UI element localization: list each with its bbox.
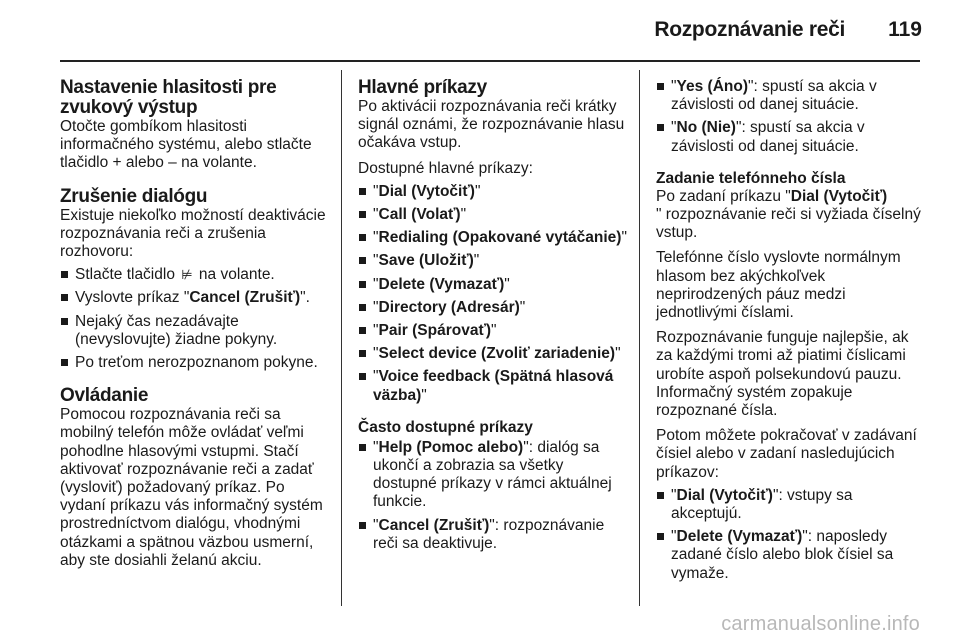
steering-mute-icon: ⊭ [181,267,193,283]
paragraph-cancel-dialog: Existuje niekoľko možností deaktivácie rozpoznávania reči a zrušenia rozhovoru: [60,206,326,261]
list-item: "Dial (Vytočiť)": vstupy sa akceptujú. [656,487,926,523]
list-item: "Help (Pomoc alebo)": dialóg sa ukončí a zobrazia sa všetky dostupné príkazy v rámci aktuálnej funkcie. [358,439,630,512]
column-3 [656,78,926,583]
paragraph-available-commands: Dostupné hlavné príkazy: [358,159,533,177]
list-item: "No (Nie)": spustí sa akcia v závislosti od danej situácie. [656,119,926,155]
paragraph-pause-tip: Rozpoznávanie funguje najlepšie, ak za každými tromi až piatimi číslicami urobíte aspoň polsekundovú pauzu. Informačný systém zopakuje rozpoznané čísla. [656,329,909,420]
cancel-options-list [60,266,328,372]
number-entry-commands-list [656,487,926,583]
list-item: "Cancel (Zrušiť)": rozpoznávanie reči sa deaktivuje. [358,517,630,553]
section-heading-operation: Ovládanie [60,385,149,407]
column-divider-2 [639,70,640,606]
paragraph-volume: Otočte gombíkom hlasitosti informačného systému, alebo stlačte tlačidlo + alebo – na volante. [60,118,312,172]
paragraph-speak-number: Telefónne číslo vyslovte normálnym hlasom bez akýchkoľvek neprirodzených páuz medzi jednotlivými číslami. [656,249,901,322]
list-item: "Directory (Adresár)" [358,299,630,317]
list-item: "Call (Volať)" [358,206,630,224]
list-item: Stlačte tlačidlo ⊭ na volante. [60,266,328,284]
column-2 [358,78,630,553]
yes-no-commands-list [656,78,926,156]
list-item: "Yes (Áno)": spustí sa akcia v závislosti od danej situácie. [656,78,926,114]
subheading-phone-number: Zadanie telefónneho čísla [656,169,846,187]
list-item: "Pair (Spárovať)" [358,322,630,340]
main-commands-list [358,183,630,405]
command-name: Cancel (Zrušiť) [189,289,301,307]
list-item: "Voice feedback (Spätná hlasová väzba)" [358,368,630,404]
list-item: "Redialing (Opakované vytáčanie)" [358,229,630,247]
paragraph-main-commands: Po aktivácii rozpoznávania reči krátky signál oznámi, že rozpoznávanie hlasu očakáva vstup. [358,98,625,152]
list-item: "Delete (Vymazať)": naposledy zadané číslo alebo blok čísiel sa vymaže. [656,528,926,583]
column-1 [60,78,328,570]
paragraph-phone-number: Po zadaní príkazu "Dial (Vytočiť) " rozpoznávanie reči si vyžiada číselný vstup. [656,187,921,242]
site-watermark: carmanualsonline.info [721,613,920,635]
subheading-frequent-commands: Často dostupné príkazy [358,418,533,436]
section-heading-main-commands: Hlavné príkazy [358,77,487,98]
frequent-commands-list [358,439,630,553]
paragraph-continue: Potom môžete pokračovať v zadávaní čísiel alebo v zadaní nasledujúcich príkazov: [656,427,917,481]
list-item: "Dial (Vytočiť)" [358,183,630,201]
page-number: 119 [888,18,922,41]
section-heading-volume: Nastavenie hlasitosti pre zvukový výstup [60,77,277,118]
page-title: Rozpoznávanie reči [654,18,845,41]
column-divider-1 [341,70,342,606]
list-item: "Save (Uložiť)" [358,252,630,270]
header-divider [60,60,920,62]
section-heading-cancel-dialog: Zrušenie dialógu [60,185,208,207]
list-item: "Select device (Zvoliť zariadenie)" [358,345,630,363]
paragraph-operation: Pomocou rozpoznávania reči sa mobilný telefón môže ovládať veľmi pohodlne hlasovými vstupmi. Stačí aktivovať rozpoznávanie reči a zadať (vysloviť) požadovaný príkaz. Po vydaní príkazu vás informačný systém prostredníctvom dialógu, vhodnými otázkami a spätnou väzbou usmerní, aby ste dosiahli želanú akciu. [60,406,323,569]
list-item: Nejaký čas nezadávajte (nevyslovujte) žiadne pokyny. [60,313,328,349]
list-item: Po treťom nerozpoznanom pokyne. [60,354,328,372]
list-item: "Delete (Vymazať)" [358,276,630,294]
list-item: Vyslovte príkaz "Cancel (Zrušiť)". [60,289,328,307]
